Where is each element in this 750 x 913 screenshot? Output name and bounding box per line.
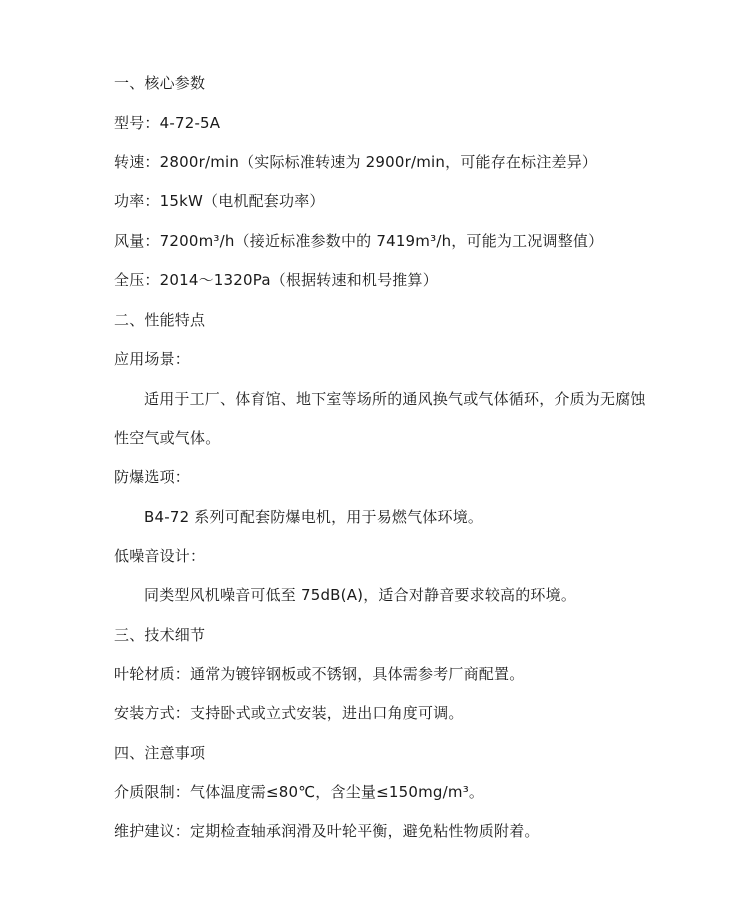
feature-label-explosion-proof: 防爆选项： <box>114 468 191 486</box>
feature-label-low-noise: 低噪音设计： <box>114 547 206 565</box>
section-heading-core-params: 一、核心参数 <box>114 74 206 92</box>
detail-impeller-material: 叶轮材质：通常为镀锌钢板或不锈钢，具体需参考厂商配置。 <box>114 665 525 683</box>
param-airflow: 风量：7200m³/h（接近标准参数中的 7419m³/h，可能为工况调整值） <box>114 232 604 250</box>
param-total-pressure: 全压：2014～1320Pa（根据转速和机号推算） <box>114 271 438 289</box>
note-maintenance: 维护建议：定期检查轴承润滑及叶轮平衡，避免粘性物质附着。 <box>114 822 540 840</box>
section-heading-notes: 四、注意事项 <box>114 744 206 762</box>
feature-text-explosion-proof: B4-72 系列可配套防爆电机，用于易燃气体环境。 <box>144 508 484 526</box>
feature-text-low-noise: 同类型风机噪音可低至 75dB(A)，适合对静音要求较高的环境。 <box>144 586 577 604</box>
feature-text-application-cont: 性空气或气体。 <box>114 429 221 447</box>
feature-label-application: 应用场景： <box>114 350 191 368</box>
note-medium-limits: 介质限制：气体温度需≤80℃，含尘量≤150mg/m³。 <box>114 783 485 801</box>
param-power: 功率：15kW（电机配套功率） <box>114 192 325 210</box>
feature-text-application: 适用于工厂、体育馆、地下室等场所的通风换气或气体循环，介质为无腐蚀 <box>144 390 646 408</box>
detail-installation: 安装方式：支持卧式或立式安装，进出口角度可调。 <box>114 704 464 722</box>
param-model: 型号：4-72-5A <box>114 114 221 132</box>
section-heading-tech-details: 三、技术细节 <box>114 626 206 644</box>
section-heading-features: 二、性能特点 <box>114 311 206 329</box>
param-speed: 转速：2800r/min（实际标准转速为 2900r/min，可能存在标注差异） <box>114 153 598 171</box>
